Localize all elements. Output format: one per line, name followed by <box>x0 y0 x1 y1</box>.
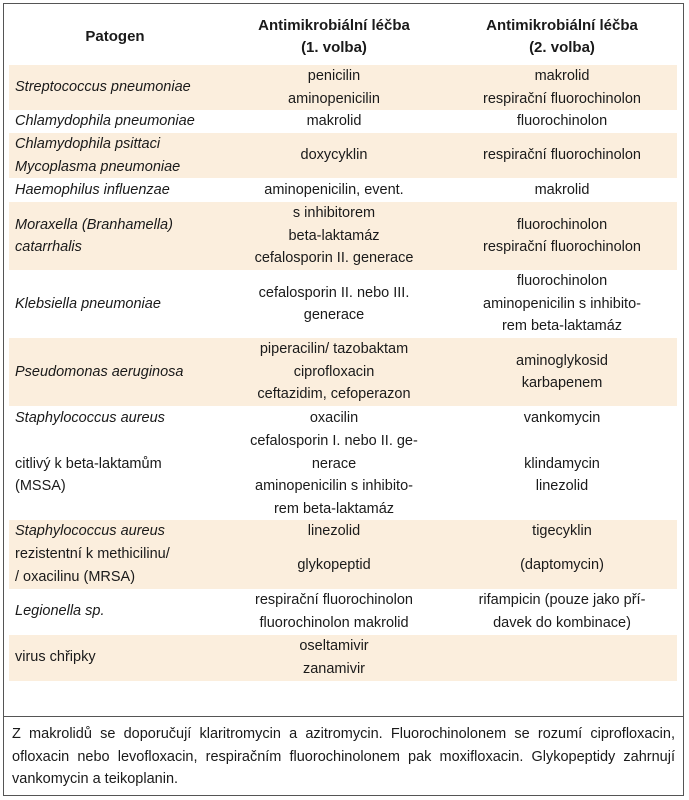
first-choice-drug: beta-laktamáz <box>288 227 380 244</box>
second-choice-drug: (daptomycin) <box>520 557 604 574</box>
footnote-box <box>4 716 683 795</box>
pathogen-cell <box>9 202 221 270</box>
pathogen-name: catarrhalis <box>15 239 82 255</box>
footnote-text: Z makrolidů se doporučují klaritromycin a azitromycin. Fluorochinolonem se rozumí ciprofloxacin, ofloxacin nebo levofloxacin, respiračním fluorochinolonem pak moxifloxacin. Glykopeptidy zahrnují vankomycin a teikoplanin. <box>12 726 675 787</box>
header-first-choice-line: (1. volba) <box>301 39 367 56</box>
second-choice-drug: vankomycin <box>523 409 601 426</box>
first-choice-drug: zanamivir <box>302 660 366 677</box>
first-choice-cell <box>221 110 447 133</box>
second-choice-drug: karbapenem <box>521 375 603 391</box>
second-choice-cell <box>447 635 677 681</box>
table-row <box>9 270 677 338</box>
table-row <box>9 430 677 520</box>
second-choice-drug: respirační fluorochinolon <box>483 90 641 107</box>
pathogen-cell <box>9 520 221 543</box>
first-choice-cell <box>221 202 447 270</box>
pathogen-cell <box>9 178 221 202</box>
first-choice-drug: aminopenicilin s inhibito- <box>255 478 413 494</box>
first-choice-drug: s inhibitorem <box>292 205 376 222</box>
document-frame <box>3 3 684 796</box>
second-choice-drug: klindamycin <box>524 455 600 472</box>
first-choice-drug: linezolid <box>307 523 361 539</box>
second-choice-drug: makrolid <box>534 68 590 84</box>
pathogen-name: Chlamydophila psittaci <box>15 136 161 152</box>
pathogen-cell <box>9 635 221 681</box>
first-choice-drug: oseltamivir <box>299 638 369 654</box>
table-row <box>9 178 677 202</box>
first-choice-drug: doxycyklin <box>300 147 368 164</box>
second-choice-drug: linezolid <box>535 478 589 494</box>
first-choice-cell <box>221 543 447 589</box>
table-row <box>9 110 677 133</box>
pathogen-name: Mycoplasma pneumoniae <box>15 158 181 175</box>
pathogen-cell <box>9 406 221 430</box>
pathogen-name: Streptococcus pneumoniae <box>15 79 191 96</box>
second-choice-cell <box>447 202 677 270</box>
table-body <box>9 65 677 681</box>
second-choice-drug: respirační fluorochinolon <box>483 239 641 255</box>
pathogen-cell <box>9 65 221 110</box>
first-choice-drug: ceftazidim, cefoperazon <box>257 386 411 403</box>
second-choice-cell <box>447 406 677 430</box>
second-choice-cell <box>447 338 677 406</box>
pathogen-cell <box>9 270 221 338</box>
first-choice-drug: aminopenicilin <box>288 90 380 107</box>
header-first-choice-line: Antimikrobiální léčba <box>258 17 410 34</box>
first-choice-cell <box>221 520 447 543</box>
second-choice-cell <box>447 543 677 589</box>
pathogen-name: Staphylococcus aureus <box>15 409 165 426</box>
pathogen-name: Chlamydophila pneumoniae <box>15 113 195 130</box>
second-choice-cell <box>447 520 677 543</box>
second-choice-cell <box>447 133 677 178</box>
first-choice-drug: penicilin <box>307 68 361 84</box>
header-second-choice-line: Antimikrobiální léčba <box>486 17 638 34</box>
pathogen-cell <box>9 110 221 133</box>
table-row <box>9 338 677 406</box>
second-choice-cell <box>447 589 677 635</box>
second-choice-cell <box>447 110 677 133</box>
header-second-choice-line: (2. volba) <box>529 39 595 56</box>
first-choice-drug: cefalosporin II. generace <box>254 250 414 267</box>
pathogen-name: Moraxella (Branhamella) <box>15 216 173 233</box>
second-choice-drug: aminoglykosid <box>516 352 608 369</box>
first-choice-drug: oxacilin <box>309 409 359 426</box>
header-second-choice <box>447 9 677 65</box>
pathogen-name: rezistentní k methicilinu/ <box>15 546 170 562</box>
table-row <box>9 406 677 430</box>
pathogen-cell <box>9 133 221 178</box>
second-choice-drug: rem beta-laktamáz <box>501 318 623 335</box>
table-row <box>9 520 677 543</box>
first-choice-drug: generace <box>303 307 365 323</box>
first-choice-cell <box>221 65 447 110</box>
second-choice-cell <box>447 178 677 202</box>
pathogen-name: citlivý k beta-laktamům <box>15 455 162 472</box>
pathogen-name: Legionella sp. <box>15 603 105 620</box>
first-choice-cell <box>221 270 447 338</box>
header-pathogen: Patogen <box>85 28 145 45</box>
second-choice-drug: fluorochinolon <box>516 113 608 130</box>
first-choice-cell <box>221 430 447 520</box>
first-choice-cell <box>221 589 447 635</box>
table-header-row <box>9 9 677 65</box>
first-choice-cell <box>221 406 447 430</box>
second-choice-drug: tigecyklin <box>532 523 592 539</box>
second-choice-drug: rifampicin (pouze jako pří- <box>478 592 646 608</box>
second-choice-drug: aminopenicilin s inhibito- <box>483 295 641 312</box>
table-row <box>9 65 677 110</box>
pathogen-name: Pseudomonas aeruginosa <box>15 363 184 380</box>
table-row <box>9 589 677 635</box>
first-choice-drug: cefalosporin I. nebo II. ge- <box>250 433 418 449</box>
first-choice-drug: cefalosporin II. nebo III. <box>258 284 410 301</box>
first-choice-cell <box>221 133 447 178</box>
first-choice-drug: nerace <box>311 455 357 472</box>
pathogen-cell <box>9 543 221 589</box>
pathogen-cell <box>9 338 221 406</box>
table-row <box>9 543 677 589</box>
pathogen-cell <box>9 589 221 635</box>
first-choice-drug: ciprofloxacin <box>293 363 375 380</box>
second-choice-cell <box>447 270 677 338</box>
pathogen-cell <box>9 430 221 520</box>
pathogen-name: Staphylococcus aureus <box>15 523 165 539</box>
table-row <box>9 133 677 178</box>
pathogen-name: / oxacilinu (MRSA) <box>15 568 136 585</box>
second-choice-drug: fluorochinolon <box>516 273 608 290</box>
first-choice-drug: makrolid <box>306 113 362 130</box>
pathogen-name: Klebsiella pneumoniae <box>15 295 161 312</box>
antimicrobial-table <box>9 9 677 681</box>
first-choice-cell <box>221 635 447 681</box>
second-choice-cell <box>447 430 677 520</box>
pathogen-name: Haemophilus influenzae <box>15 181 170 198</box>
header-first-choice <box>221 9 447 65</box>
first-choice-cell <box>221 178 447 202</box>
pathogen-name: (MSSA) <box>15 478 66 494</box>
table-row <box>9 202 677 270</box>
first-choice-drug: respirační fluorochinolon <box>255 592 413 608</box>
second-choice-drug: fluorochinolon <box>516 216 608 233</box>
second-choice-drug: davek do kombinace) <box>493 614 631 631</box>
first-choice-drug: piperacilin/ tazobaktam <box>259 341 409 358</box>
first-choice-cell <box>221 338 447 406</box>
first-choice-drug: rem beta-laktamáz <box>273 500 395 517</box>
table-row <box>9 635 677 681</box>
first-choice-drug: glykopeptid <box>297 557 371 574</box>
pathogen-name: virus chřipky <box>15 649 96 666</box>
second-choice-drug: respirační fluorochinolon <box>483 147 641 164</box>
first-choice-drug: aminopenicilin, event. <box>264 181 404 198</box>
second-choice-cell <box>447 65 677 110</box>
first-choice-drug: fluorochinolon makrolid <box>259 614 409 631</box>
second-choice-drug: makrolid <box>534 181 590 198</box>
